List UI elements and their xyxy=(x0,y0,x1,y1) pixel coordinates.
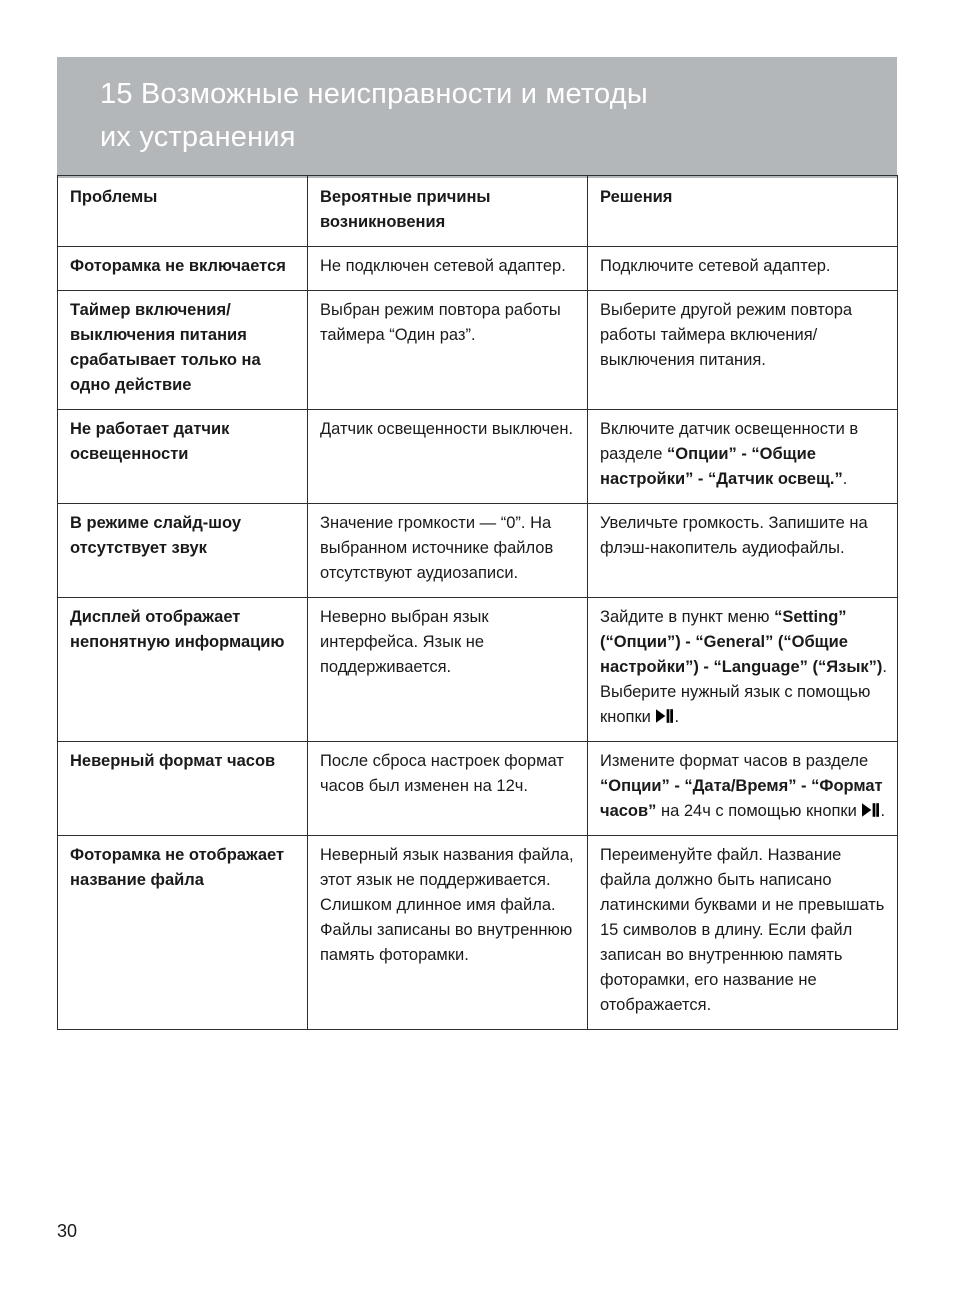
cell-text-bold: Таймер включения/выключения питания срабатывает только на одно действие xyxy=(70,301,261,394)
page-number: 30 xyxy=(57,1221,78,1241)
cell-text-bold: В режиме слайд-шоу отсутствует звук xyxy=(70,514,242,557)
table-header-row xyxy=(58,176,898,247)
cell-text: Датчик освещенности выключен. xyxy=(320,420,574,438)
table-row xyxy=(58,291,898,410)
problem-cell xyxy=(58,247,308,291)
cell-text: После сброса настроек формат часов был изменен на 12ч. xyxy=(320,752,564,795)
cell-text: . Выберите нужный язык с помощью кнопки xyxy=(600,658,888,726)
solution-cell xyxy=(588,836,898,1030)
cell-text: Включите датчик освещенности в разделе xyxy=(600,420,859,463)
chapter-title-line-2: их устранения xyxy=(100,121,296,153)
cause-cell xyxy=(308,410,588,504)
cell-text: на 24ч с помощью кнопки xyxy=(656,802,862,820)
chapter-title-line-1: 15 Возможные неисправности и методы xyxy=(100,78,648,110)
cell-text: Не подключен сетевой адаптер. xyxy=(320,257,566,275)
cell-text: Переименуйте файл. Название файла должно быть написано латинскими буквами и не превышать 15 символов в длину. Если файл записан во внутреннюю память фоторамки, его название не отображается. xyxy=(600,846,885,1014)
solution-cell xyxy=(588,504,898,598)
cell-text: Значение громкости — “0”. На выбранном источнике файлов отсутствуют аудиозаписи. xyxy=(320,514,554,582)
cell-text: Увеличьте громкость. Запишите на флэш-накопитель аудиофайлы. xyxy=(600,514,868,557)
cell-text-bold: “Опции” - “Дата/Время” - “Формат часов” xyxy=(600,777,883,820)
header-solutions: Решения xyxy=(588,176,898,247)
solution-cell xyxy=(588,742,898,836)
cause-cell xyxy=(308,836,588,1030)
solution-cell xyxy=(588,410,898,504)
header-causes: Вероятные причины возникновения xyxy=(308,176,588,247)
cell-text: Выберите другой режим повтора работы таймера включения/выключения питания. xyxy=(600,301,853,369)
cell-text-bold: Фоторамка не включается xyxy=(70,257,286,275)
cause-cell xyxy=(308,291,588,410)
cell-text: Неверно выбран язык интерфейса. Язык не поддерживается. xyxy=(320,608,489,676)
table-row xyxy=(58,836,898,1030)
cell-text: . xyxy=(880,802,886,820)
problem-cell xyxy=(58,410,308,504)
cell-text: Выбран режим повтора работы таймера “Один раз”. xyxy=(320,301,561,344)
play-pause-icon xyxy=(656,709,673,723)
cell-text: Измените формат часов в разделе xyxy=(600,752,869,770)
cell-text: Подключите сетевой адаптер. xyxy=(600,257,831,275)
cause-cell xyxy=(308,247,588,291)
table-body xyxy=(58,247,898,1030)
cell-text-bold: Не работает датчик освещенности xyxy=(70,420,230,463)
table-row xyxy=(58,504,898,598)
problem-cell xyxy=(58,504,308,598)
cause-cell xyxy=(308,504,588,598)
solution-cell xyxy=(588,291,898,410)
problem-cell xyxy=(58,291,308,410)
problem-cell xyxy=(58,836,308,1030)
table-row xyxy=(58,247,898,291)
solution-cell xyxy=(588,598,898,742)
table-row xyxy=(58,742,898,836)
table-row xyxy=(58,410,898,504)
cell-text: . xyxy=(674,708,680,726)
troubleshooting-table xyxy=(57,175,898,1030)
play-pause-icon xyxy=(862,803,879,817)
cell-text-bold: “Опции” - “Общие настройки” - “Датчик освещ.” xyxy=(600,445,843,488)
problem-cell xyxy=(58,742,308,836)
cell-text-bold: Дисплей отображает непонятную информацию xyxy=(70,608,285,651)
header-problems: Проблемы xyxy=(58,176,308,247)
cell-text: Зайдите в пункт меню xyxy=(600,608,775,626)
table-row xyxy=(58,598,898,742)
problem-cell xyxy=(58,598,308,742)
cell-text: . xyxy=(842,470,848,488)
cause-cell xyxy=(308,598,588,742)
solution-cell xyxy=(588,247,898,291)
cell-text-bold: Неверный формат часов xyxy=(70,752,276,770)
chapter-heading xyxy=(57,57,897,178)
cell-text: Неверный язык названия файла, этот язык не поддерживается. Слишком длинное имя файла. Файлы записаны во внутреннюю память фоторамки. xyxy=(320,846,574,964)
cell-text-bold: “Setting” (“Опции”) - “General” (“Общие настройки”) - “Language” (“Язык”) xyxy=(600,608,883,676)
cell-text-bold: Фоторамка не отображает название файла xyxy=(70,846,285,889)
cause-cell xyxy=(308,742,588,836)
